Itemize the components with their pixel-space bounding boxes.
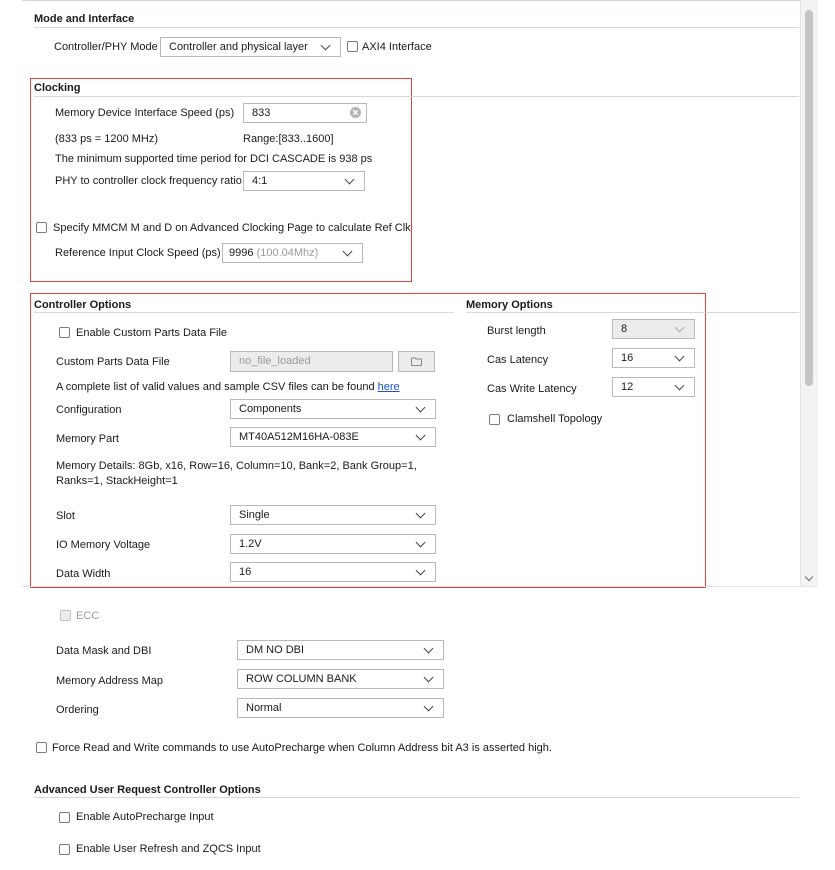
clocking-divider <box>34 96 799 97</box>
ref-clk-label: Reference Input Clock Speed (ps) <box>55 247 221 259</box>
memory-divider <box>466 312 799 313</box>
address-map-label: Memory Address Map <box>56 675 163 687</box>
mode-heading: Mode and Interface <box>34 13 135 25</box>
force-precharge-checkbox[interactable] <box>36 742 47 753</box>
ecc-label: ECC <box>76 610 100 622</box>
mode-divider <box>34 27 799 28</box>
controller-phy-select[interactable] <box>160 37 341 57</box>
chevron-down-icon <box>424 644 434 654</box>
autoprecharge-label: Enable AutoPrecharge Input <box>76 811 214 823</box>
ref-clk-value: 9996 <box>229 247 254 259</box>
chevron-down-icon <box>424 702 434 712</box>
ordering-value: Normal <box>246 702 282 714</box>
ecc-checkbox[interactable] <box>60 610 71 621</box>
ref-clk-mhz: (100.04Mhz) <box>256 247 319 259</box>
browse-file-button[interactable] <box>398 351 435 372</box>
memory-details-line2: Ranks=1, StackHeight=1 <box>56 475 178 487</box>
ref-clk-select[interactable] <box>222 243 363 263</box>
refresh-checkbox[interactable] <box>59 844 70 855</box>
chevron-down-icon <box>345 175 355 185</box>
data-width-value: 16 <box>239 566 252 578</box>
chevron-down-icon <box>675 381 685 391</box>
csv-note-text: A complete list of valid values and sample CSV files can be found <box>56 381 375 393</box>
io-voltage-select[interactable] <box>230 534 436 554</box>
clamshell-checkbox[interactable] <box>489 414 500 425</box>
scrollbar-thumb[interactable] <box>805 10 813 386</box>
burst-value: 8 <box>621 323 628 335</box>
chevron-down-icon <box>675 323 685 333</box>
data-mask-select[interactable] <box>237 640 444 660</box>
address-map-value: ROW COLUMN BANK <box>246 673 357 685</box>
cas-select[interactable] <box>612 348 695 368</box>
advanced-heading: Advanced User Request Controller Options <box>34 784 261 796</box>
burst-label: Burst length <box>487 325 546 337</box>
phy-ratio-label: PHY to controller clock frequency ratio <box>55 175 242 187</box>
burst-select[interactable] <box>612 319 695 339</box>
configuration-select[interactable] <box>230 399 436 419</box>
phy-ratio-value: 4:1 <box>252 175 268 187</box>
io-voltage-label: IO Memory Voltage <box>56 539 151 551</box>
axi4-label: AXI4 Interface <box>362 41 432 53</box>
chevron-down-icon <box>416 431 426 441</box>
here-link[interactable]: here <box>377 381 400 393</box>
mem-speed-value: 833 <box>252 107 271 119</box>
top-border <box>22 0 800 1</box>
ordering-label: Ordering <box>56 704 99 716</box>
custom-file-input[interactable] <box>230 351 393 372</box>
force-precharge-label: Force Read and Write commands to use AutoPrecharge when Column Address bit A3 is asserted high. <box>52 742 552 754</box>
controller-phy-label: Controller/PHY Mode <box>54 41 158 53</box>
data-width-select[interactable] <box>230 562 436 582</box>
data-width-label: Data Width <box>56 568 111 580</box>
folder-icon <box>411 357 422 366</box>
csv-note <box>56 381 400 393</box>
controller-phy-value: Controller and physical layer <box>169 41 308 53</box>
clamshell-label: Clamshell Topology <box>507 413 603 425</box>
mmcm-label: Specify MMCM M and D on Advanced Clocking Page to calculate Ref Clk <box>53 222 411 234</box>
slot-value: Single <box>239 509 270 521</box>
dci-note: The minimum supported time period for DCI CASCADE is 938 ps <box>55 153 373 165</box>
advanced-divider <box>34 797 799 798</box>
controller-divider <box>34 312 454 313</box>
cas-write-label: Cas Write Latency <box>487 383 577 395</box>
custom-file-label: Custom Parts Data File <box>56 356 170 368</box>
configuration-label: Configuration <box>56 404 122 416</box>
custom-parts-label: Enable Custom Parts Data File <box>76 327 228 339</box>
mem-speed-label: Memory Device Interface Speed (ps) <box>55 107 235 119</box>
clear-icon[interactable] <box>350 107 361 118</box>
mem-speed-input[interactable] <box>243 103 367 123</box>
data-mask-label: Data Mask and DBI <box>56 645 152 657</box>
mhz-note: (833 ps = 1200 MHz) <box>55 133 159 145</box>
chevron-down-icon <box>343 247 353 257</box>
data-mask-value: DM NO DBI <box>246 644 305 656</box>
axi4-checkbox[interactable] <box>347 41 358 52</box>
memory-part-select[interactable] <box>230 427 436 447</box>
cas-write-value: 12 <box>621 381 634 393</box>
controller-heading: Controller Options <box>34 299 132 311</box>
memory-details-line1: Memory Details: 8Gb, x16, Row=16, Column=10, Bank=2, Bank Group=1, <box>56 460 417 472</box>
slot-select[interactable] <box>230 505 436 525</box>
autoprecharge-checkbox[interactable] <box>59 812 70 823</box>
chevron-down-icon <box>416 566 426 576</box>
chevron-down-icon <box>675 352 685 362</box>
slot-label: Slot <box>56 510 75 522</box>
chevron-down-icon <box>416 538 426 548</box>
io-voltage-value: 1.2V <box>239 538 262 550</box>
chevron-down-icon <box>416 403 426 413</box>
custom-parts-checkbox[interactable] <box>59 327 70 338</box>
range-note: Range:[833..1600] <box>243 133 334 145</box>
mmcm-checkbox[interactable] <box>36 222 47 233</box>
ordering-select[interactable] <box>237 698 444 718</box>
address-map-select[interactable] <box>237 669 444 689</box>
custom-file-value: no_file_loaded <box>239 355 311 367</box>
cas-value: 16 <box>621 352 634 364</box>
memory-part-value: MT40A512M16HA-083E <box>239 431 359 443</box>
chevron-down-icon <box>321 41 331 51</box>
viewport-bottom-border <box>22 586 818 587</box>
clocking-heading: Clocking <box>34 82 81 94</box>
chevron-down-icon <box>416 509 426 519</box>
refresh-label: Enable User Refresh and ZQCS Input <box>76 843 261 855</box>
cas-label: Cas Latency <box>487 354 549 366</box>
memory-part-label: Memory Part <box>56 433 119 445</box>
memory-heading: Memory Options <box>466 299 553 311</box>
phy-ratio-select[interactable] <box>243 171 365 191</box>
configuration-value: Components <box>239 403 302 415</box>
chevron-down-icon <box>424 673 434 683</box>
cas-write-select[interactable] <box>612 377 695 397</box>
